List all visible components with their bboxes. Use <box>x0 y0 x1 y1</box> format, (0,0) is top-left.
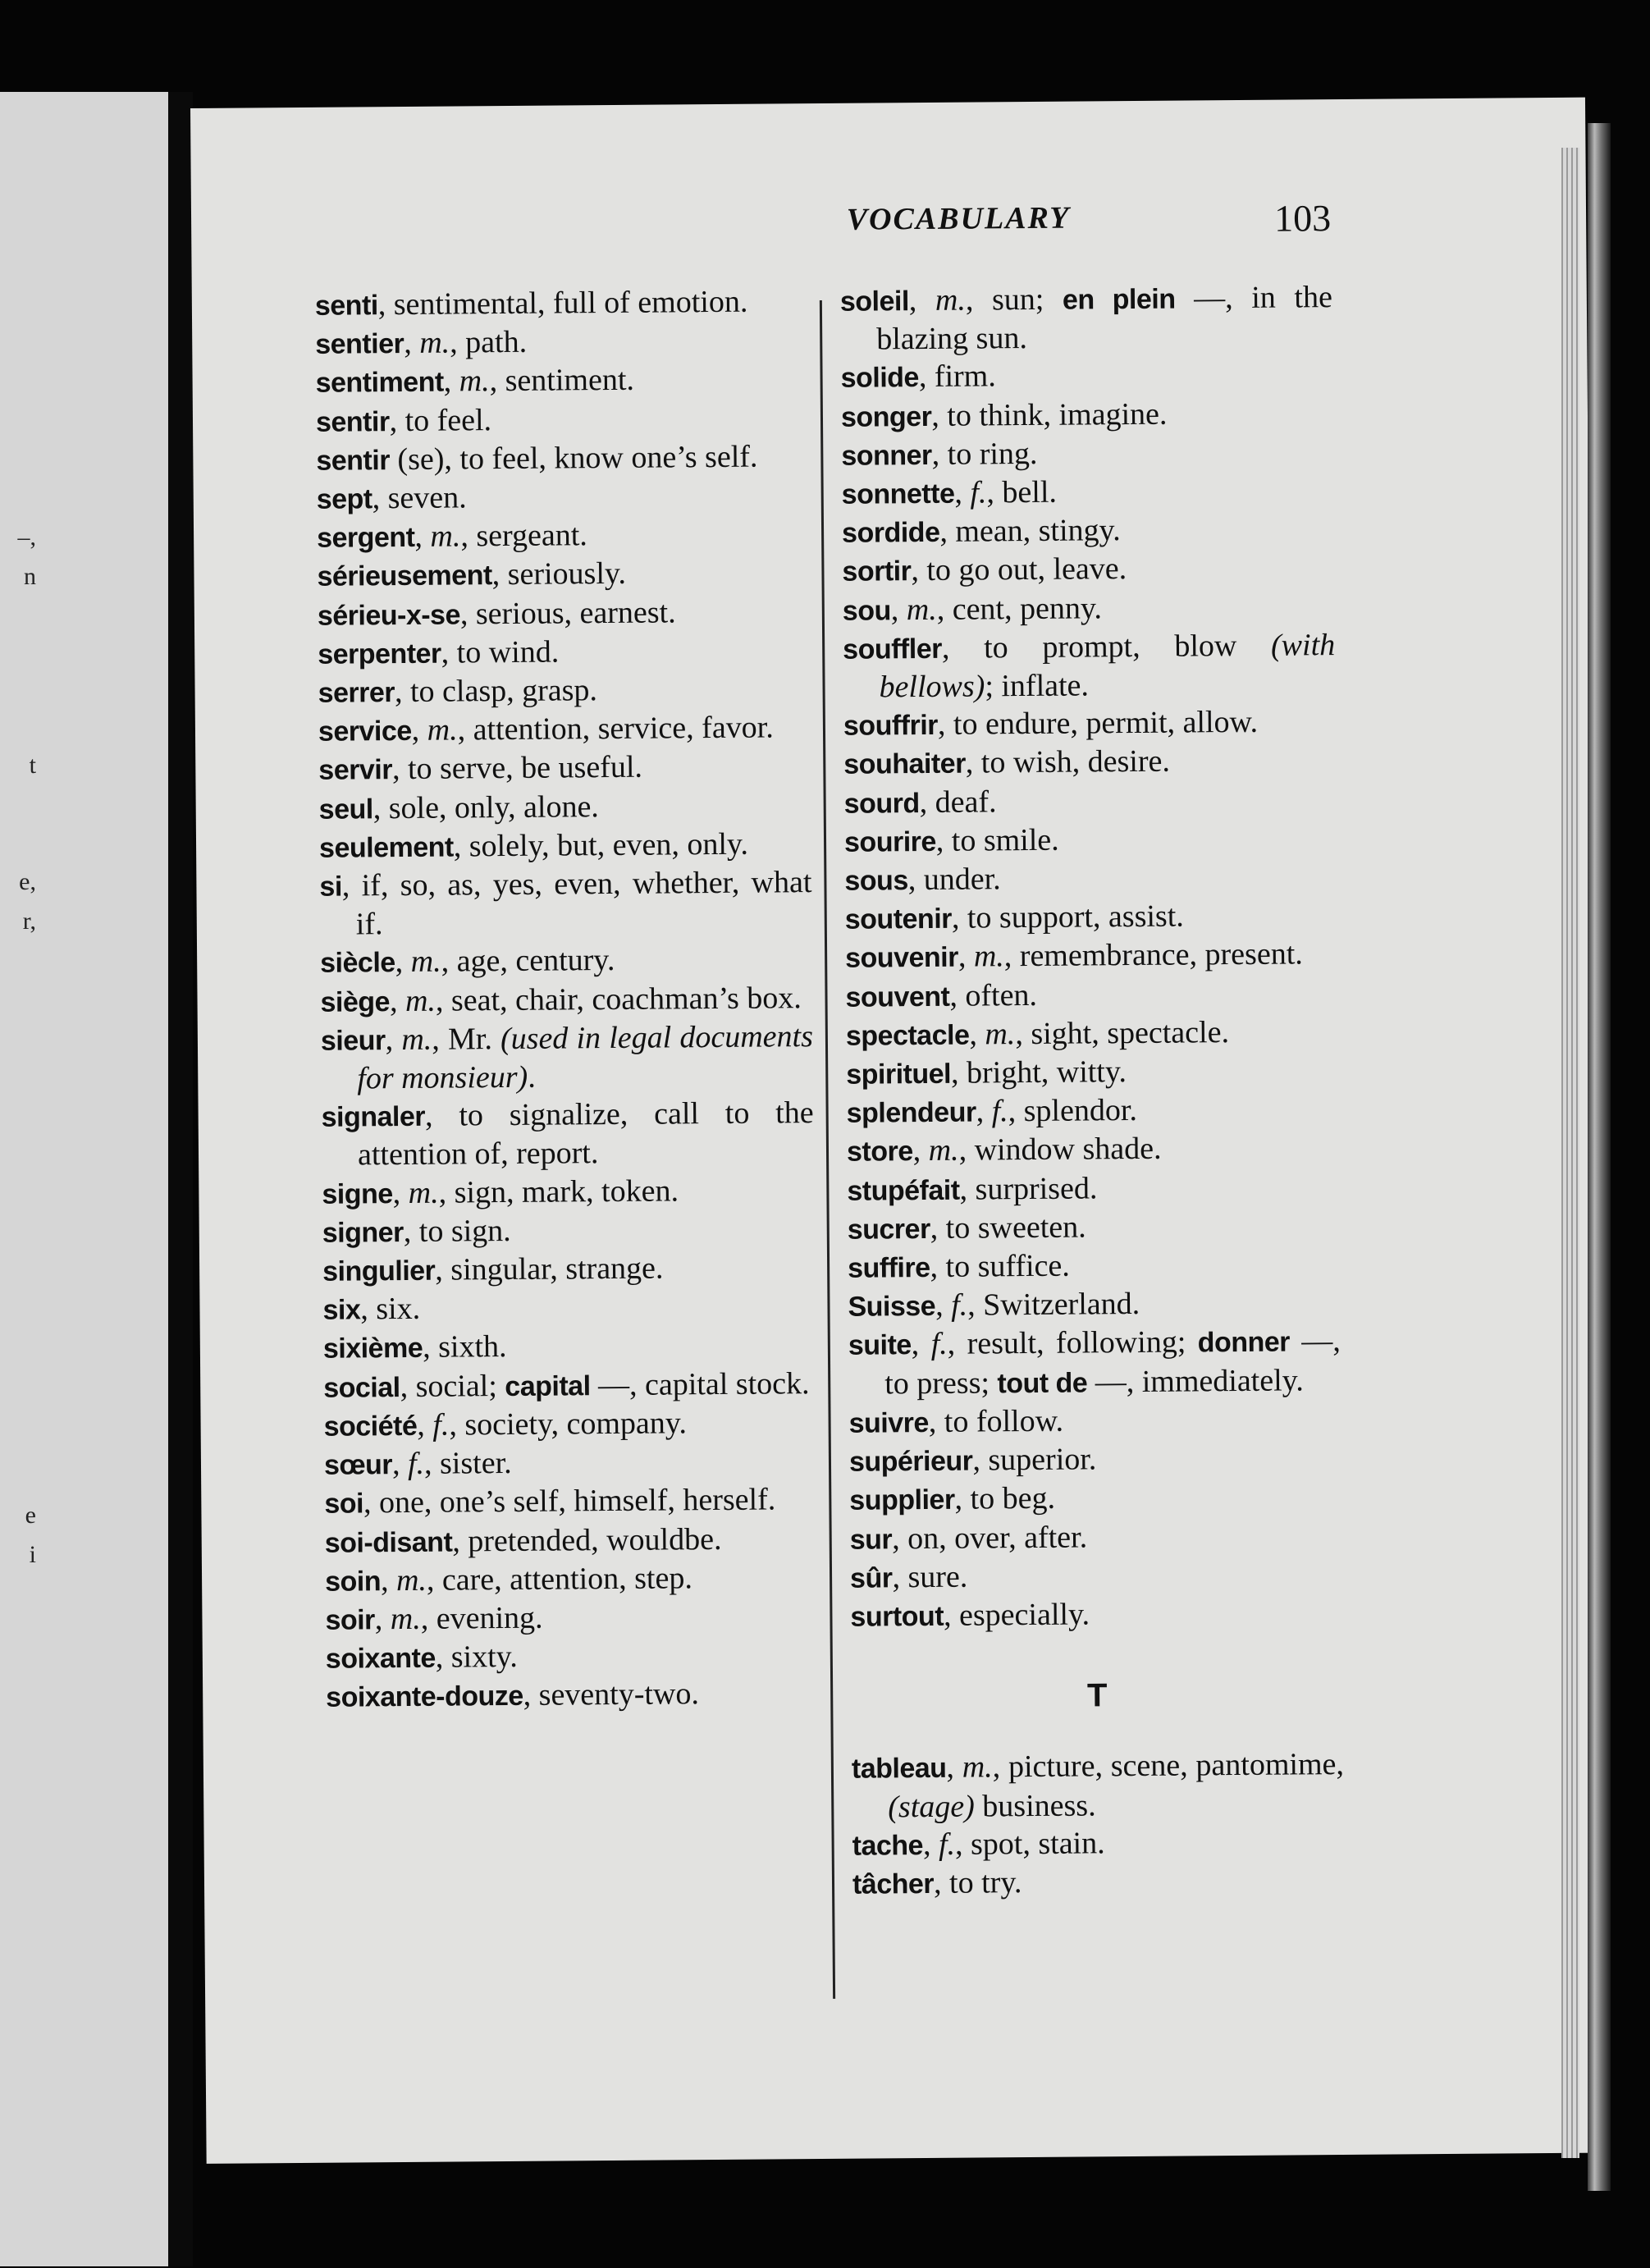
entry-definition: , splendor. <box>1008 1093 1138 1129</box>
gender-abbreviation: m. <box>427 712 458 748</box>
entry-headword: serpenter <box>318 638 441 670</box>
entry-definition: , sentiment. <box>489 363 635 399</box>
vocabulary-entry <box>315 282 807 325</box>
vocabulary-entry <box>318 631 810 674</box>
entry-definition: , seat, chair, coachman’s box. <box>435 980 802 1018</box>
gender-abbreviation: m. <box>401 1022 432 1057</box>
vocabulary-entry <box>845 974 1337 1017</box>
vocabulary-entry <box>319 786 811 829</box>
vocabulary-entry <box>843 626 1336 706</box>
vocabulary-entry <box>318 748 811 790</box>
entry-definition: ; inflate. <box>985 668 1090 704</box>
entry-definition: , on, over, after. <box>891 1519 1088 1556</box>
entry-headword: suivre <box>848 1406 929 1439</box>
vocabulary-entry <box>325 1520 817 1562</box>
entry-headword: société <box>323 1410 418 1443</box>
entry-definition: , to ring. <box>931 436 1038 472</box>
facing-page-fragment: r, <box>22 908 36 935</box>
vocabulary-entry <box>843 702 1336 745</box>
entry-headword: sous <box>844 865 908 897</box>
entry-definition: (se), to feel, know one’s self. <box>389 439 758 477</box>
book-fore-edge <box>1588 123 1611 2191</box>
vocabulary-entry: sou, m., cent, penny. <box>842 590 1103 627</box>
entry-headword: supérieur <box>848 1445 973 1478</box>
gender-abbreviation: f. <box>970 475 987 510</box>
entry-definition: , to wind. <box>441 634 560 670</box>
entry-headword: sourd <box>843 787 920 820</box>
entry-headword: surtout <box>850 1600 944 1633</box>
vocabulary-entry <box>322 1209 815 1252</box>
entry-definition: , result, following; <box>947 1324 1198 1362</box>
entry-headword: signaler <box>321 1101 426 1134</box>
entry-definition: , mean, stingy. <box>939 513 1121 550</box>
entry-phrase: donner <box>1197 1327 1291 1359</box>
gender-abbreviation: m. <box>405 983 436 1018</box>
entry-headword: soixante <box>325 1642 436 1675</box>
entry-headword: sourire <box>843 825 936 858</box>
vocabulary-entry <box>323 1326 816 1369</box>
entry-definition: , solely, but, even, only. <box>453 826 749 864</box>
entry-headword: Suisse <box>848 1291 936 1324</box>
vocabulary-entry <box>852 1861 1345 1904</box>
gender-abbreviation: m. <box>935 282 967 318</box>
vocabulary-entry: sentiment, m., sentiment. <box>315 363 635 400</box>
entry-headword: si <box>319 871 342 903</box>
vocabulary-entry <box>848 1206 1340 1249</box>
entry-definition: , six. <box>360 1292 421 1327</box>
vocabulary-entry <box>322 1287 815 1329</box>
facing-page-edge <box>0 92 168 2266</box>
vocabulary-entry <box>850 1555 1342 1598</box>
entry-definition: . <box>528 1059 536 1095</box>
entry-definition: , to support, assist. <box>951 899 1184 935</box>
entry-definition: , pretended, wouldbe. <box>452 1521 722 1559</box>
dictionary-page <box>190 98 1602 2164</box>
entry-definition: , Switzerland. <box>967 1287 1140 1323</box>
entry-definition: , bright, witty. <box>950 1054 1127 1091</box>
gender-abbreviation: m. <box>962 1749 993 1785</box>
vocabulary-entry: sentier, m., path. <box>315 324 528 361</box>
vocabulary-entry: Suisse, f., Switzerland. <box>848 1287 1140 1324</box>
entry-headword: soutenir <box>844 903 953 936</box>
entry-definition: , window shade. <box>958 1132 1162 1168</box>
entry-headword: senti <box>314 290 378 322</box>
vocabulary-entry <box>847 1168 1339 1210</box>
entry-headword: suite <box>848 1329 912 1362</box>
entry-headword: splendeur <box>846 1096 976 1130</box>
vocabulary-entry <box>321 1094 814 1174</box>
entry-headword: sentiment <box>315 366 444 400</box>
entry-headword: spectacle <box>845 1019 970 1052</box>
entry-definition: , sure. <box>892 1559 968 1595</box>
entry-definition: , to clasp, grasp. <box>394 673 598 710</box>
section-letter-heading: T <box>1086 1677 1108 1714</box>
vocabulary-entry: sonnette, f., bell. <box>841 474 1058 510</box>
gender-abbreviation: m. <box>410 944 441 980</box>
vocabulary-entry: signe, m., sign, mark, token. <box>322 1173 679 1210</box>
vocabulary-entry <box>850 1516 1342 1559</box>
gender-abbreviation: m. <box>395 1562 427 1598</box>
running-title: VOCABULARY <box>846 200 1071 237</box>
entry-definition: , to follow. <box>928 1403 1064 1439</box>
entry-headword: soi-disant <box>324 1526 453 1559</box>
vocabulary-entry <box>318 592 810 635</box>
entry-definition: , sign, mark, token. <box>438 1173 679 1210</box>
gender-abbreviation: f. <box>991 1094 1008 1129</box>
entry-definition: , surprised. <box>959 1171 1098 1207</box>
entry-definition: —, to press; <box>884 1324 1341 1401</box>
entry-definition: —, capital stock. <box>590 1365 810 1402</box>
entry-headword: sur <box>849 1523 893 1556</box>
entry-definition: , bell. <box>986 474 1058 510</box>
vocabulary-entry <box>840 354 1332 397</box>
entry-headword: seulement <box>318 831 454 864</box>
entry-definition: , sight, spectacle. <box>1015 1014 1230 1051</box>
entry-definition: —, immediately. <box>1087 1363 1304 1400</box>
entry-definition: , society, company. <box>449 1406 688 1443</box>
vocabulary-entry: soir, m., evening. <box>325 1600 543 1637</box>
vocabulary-entry <box>317 476 809 519</box>
entry-headword: sûr <box>849 1562 893 1594</box>
vocabulary-entry: sœur, f., sister. <box>323 1446 512 1482</box>
entry-definition: , to think, imagine. <box>931 396 1168 433</box>
entry-headword: sonner <box>841 439 932 472</box>
entry-phrase: capital <box>505 1369 591 1402</box>
vocabulary-entry <box>316 437 808 480</box>
entry-definition: , to serve, be useful. <box>391 750 643 787</box>
entry-headword: stupéfait <box>847 1174 960 1207</box>
entry-headword: sordide <box>841 517 940 549</box>
entry-headword: tache <box>852 1829 924 1862</box>
vocabulary-entry <box>324 1480 816 1523</box>
gender-abbreviation: m. <box>906 592 937 627</box>
entry-definition: , serious, earnest. <box>459 594 676 632</box>
vocabulary-entry: société, f., society, company. <box>323 1406 688 1443</box>
entry-headword: singulier <box>322 1255 436 1287</box>
entry-headword: soixante-douze <box>326 1680 523 1714</box>
vocabulary-entry <box>843 780 1336 823</box>
vocabulary-entry <box>316 399 808 441</box>
entry-definition: , sentimental, full of emotion. <box>377 284 748 322</box>
vocabulary-entry: soin, m., care, attention, step. <box>324 1560 693 1598</box>
entry-headword: signe <box>322 1177 393 1210</box>
entry-headword: serrer <box>318 677 395 709</box>
entry-headword: soin <box>324 1565 382 1598</box>
entry-definition: business. <box>974 1787 1096 1824</box>
entry-usage-note: (with bellows) <box>879 627 1336 705</box>
vocabulary-entry: service, m., attention, service, favor. <box>318 710 774 748</box>
entry-definition: , sergeant. <box>460 518 587 554</box>
entry-definition: —, in the blazing sun. <box>876 280 1333 357</box>
vocabulary-entry <box>845 896 1337 939</box>
entry-headword: siècle <box>320 947 395 980</box>
entry-headword: social <box>323 1371 400 1404</box>
vocabulary-entry <box>323 1365 816 1407</box>
entry-definition: , firm. <box>918 359 996 395</box>
entry-phrase: en plein <box>1062 283 1176 316</box>
vocabulary-entry <box>843 741 1336 784</box>
facing-page-fragment: e, <box>19 868 36 895</box>
gender-abbreviation: m. <box>973 939 1004 974</box>
gender-abbreviation: m. <box>390 1601 421 1637</box>
entry-definition: , to endure, permit, allow. <box>937 705 1259 743</box>
vocabulary-entry: suite, f., result, following; donner —, to press; tout de —, immediately. <box>848 1324 1341 1401</box>
left-column <box>315 282 819 1717</box>
entry-definition: , if, so, as, yes, even, whether, what if. <box>341 865 812 942</box>
vocabulary-entry: soleil, m., sun; en plein —, in the blazing sun. <box>839 280 1333 357</box>
entry-headword: sonnette <box>841 478 955 510</box>
vocabulary-entry <box>848 1245 1340 1287</box>
entry-definition: , cent, penny. <box>936 590 1103 627</box>
entry-headword: soleil <box>839 286 909 318</box>
entry-headword: sérieu-x-se <box>317 599 461 632</box>
vocabulary-entry <box>326 1635 818 1678</box>
right-column <box>840 278 1346 1904</box>
entry-usage-note: (used in legal documents for monsieur) <box>357 1018 814 1096</box>
vocabulary-entry <box>326 1674 818 1717</box>
entry-definition: , deaf. <box>919 784 997 820</box>
entry-definition: , spot, stain. <box>954 1826 1105 1862</box>
entry-definition: , path. <box>450 324 528 360</box>
entry-definition: , to feel. <box>389 402 492 438</box>
gender-abbreviation: f. <box>950 1287 968 1324</box>
entry-headword: soi <box>324 1488 364 1520</box>
entry-definition: , social; <box>400 1368 505 1404</box>
entry-definition: , to go out, leave. <box>911 551 1127 588</box>
vocabulary-entry: splendeur, f., splendor. <box>846 1093 1138 1130</box>
entry-definition: , seriously. <box>491 556 627 592</box>
s-entries <box>840 278 1343 1636</box>
vocabulary-entry <box>846 1051 1338 1094</box>
entry-headword: sentir <box>316 444 391 477</box>
entry-headword: store <box>846 1136 913 1168</box>
facing-page-fragment: –, <box>17 524 36 551</box>
entry-definition: , Mr. <box>432 1021 501 1057</box>
entry-definition: , to suffice. <box>930 1248 1070 1285</box>
entry-headword: sept <box>316 483 373 515</box>
gender-abbreviation: f. <box>407 1446 425 1482</box>
entry-headword: service <box>318 716 412 748</box>
vocabulary-entry <box>318 670 810 712</box>
entry-definition: , often. <box>949 977 1038 1013</box>
vocabulary-entry: tableau, m., picture, scene, pantomime, (stage) business. <box>851 1747 1345 1824</box>
entry-usage-note: (stage) <box>888 1789 975 1824</box>
book-gutter <box>168 92 193 2266</box>
entry-definition: , age, century. <box>441 943 615 980</box>
entry-definition: , remembrance, present. <box>1003 936 1303 974</box>
vocabulary-entry <box>850 1594 1342 1636</box>
entry-phrase: tout de <box>997 1367 1088 1400</box>
gender-abbreviation: m. <box>419 325 450 361</box>
facing-page-fragment: t <box>29 752 36 779</box>
entry-definition: , to signalize, call to the attention of, report. <box>357 1095 814 1173</box>
entry-definition: , to wish, desire. <box>965 744 1171 781</box>
entry-headword: seul <box>318 793 373 825</box>
entry-definition: , to sign. <box>403 1213 511 1249</box>
entry-headword: souffrir <box>843 710 939 743</box>
entry-headword: songer <box>840 400 932 433</box>
entry-definition: , to prompt, blow <box>941 628 1272 665</box>
entry-definition: , sixty. <box>435 1639 518 1675</box>
vocabulary-entry <box>322 1248 815 1291</box>
entry-definition: , to beg. <box>954 1481 1056 1517</box>
vocabulary-entry <box>844 819 1337 862</box>
entry-headword: tableau <box>851 1753 947 1786</box>
entry-headword: tâcher <box>852 1868 935 1900</box>
page-number: 103 <box>1273 197 1332 240</box>
entry-headword: souvent <box>845 981 950 1013</box>
facing-page-fragment: n <box>24 563 36 590</box>
entry-definition: , one, one’s self, himself, herself. <box>363 1482 776 1520</box>
entry-definition: , singular, strange. <box>435 1251 664 1287</box>
entry-headword: sergent <box>316 522 415 555</box>
vocabulary-entry <box>317 554 809 597</box>
entry-definition: , attention, service, favor. <box>457 710 774 748</box>
entry-definition: , superior. <box>972 1442 1097 1478</box>
entry-headword: souvenir <box>845 942 959 975</box>
entry-definition: , to sweeten. <box>930 1209 1086 1246</box>
entry-headword: sœur <box>323 1449 393 1481</box>
vocabulary-entry <box>319 825 811 867</box>
gender-abbreviation: m. <box>459 364 490 399</box>
page-edge-stack <box>1561 148 1579 2158</box>
entry-definition: , care, attention, step. <box>426 1560 693 1598</box>
entry-definition: , to try. <box>933 1865 1022 1900</box>
gender-abbreviation: f. <box>938 1827 956 1862</box>
entry-headword: sentier <box>315 328 405 361</box>
vocabulary-entry <box>842 548 1334 591</box>
entry-headword: soir <box>325 1604 375 1636</box>
entry-definition: , sun; <box>965 281 1063 318</box>
entry-headword: souffler <box>843 633 943 665</box>
vocabulary-entry: souvenir, m., remembrance, present. <box>845 936 1303 975</box>
vocabulary-entry <box>841 394 1333 437</box>
gender-abbreviation: f. <box>432 1407 450 1443</box>
entry-headword: six <box>322 1294 361 1327</box>
vocabulary-entry: siège, m., seat, chair, coachman’s box. <box>320 980 802 1018</box>
vocabulary-entry: tache, f., spot, stain. <box>852 1826 1105 1862</box>
vocabulary-entry <box>319 863 812 944</box>
entry-headword: supplier <box>849 1484 955 1517</box>
entry-headword: servir <box>318 754 393 787</box>
entry-headword: sieur <box>320 1025 386 1057</box>
gender-abbreviation: m. <box>408 1175 439 1210</box>
entry-headword: sou <box>842 594 891 627</box>
vocabulary-entry <box>844 857 1337 900</box>
column-rule <box>820 300 835 1999</box>
entry-definition: , under. <box>907 862 1001 898</box>
vocabulary-entry: siècle, m., age, century. <box>320 943 615 980</box>
vocabulary-entry: sergent, m., sergeant. <box>316 518 587 555</box>
gender-abbreviation: m. <box>928 1133 959 1168</box>
vocabulary-entry <box>842 510 1334 552</box>
entry-definition: , sixth. <box>422 1329 507 1365</box>
gender-abbreviation: f. <box>930 1327 948 1362</box>
vocabulary-entry <box>841 432 1333 475</box>
entry-definition: , seven. <box>372 480 467 516</box>
vocabulary-entry <box>848 1400 1341 1443</box>
vocabulary-entry: spectacle, m., sight, spectacle. <box>845 1014 1230 1052</box>
entry-headword: sortir <box>842 556 912 588</box>
entry-definition: , sole, only, alone. <box>373 789 600 825</box>
gender-abbreviation: m. <box>985 1016 1016 1052</box>
entry-headword: sucrer <box>847 1213 930 1246</box>
t-entries <box>852 1745 1345 1904</box>
entry-definition: , evening. <box>420 1600 543 1636</box>
entry-definition: , to smile. <box>935 822 1059 858</box>
entry-headword: souhaiter <box>843 748 967 781</box>
entry-headword: sérieusement <box>317 560 492 593</box>
entry-headword: solide <box>840 362 920 395</box>
gender-abbreviation: m. <box>430 519 461 554</box>
facing-page-fragment: i <box>29 1541 36 1568</box>
entry-headword: spirituel <box>846 1058 952 1091</box>
entry-headword: signer <box>322 1216 404 1249</box>
facing-page-fragment: e <box>25 1502 36 1529</box>
vocabulary-entry <box>849 1477 1341 1520</box>
entry-definition: , seventy-two. <box>523 1676 700 1713</box>
entry-definition: , picture, scene, pantomime, <box>992 1747 1345 1785</box>
entry-headword: siège <box>320 985 391 1018</box>
vocabulary-entry: store, m., window shade. <box>846 1132 1162 1168</box>
entry-definition: , especially. <box>943 1597 1090 1633</box>
entry-headword: suffire <box>847 1252 930 1284</box>
vocabulary-entry: sieur, m., Mr. (used in legal documents for monsieur). <box>320 1018 814 1096</box>
entry-headword: sixième <box>322 1333 423 1365</box>
entry-definition: , sister. <box>423 1446 512 1481</box>
entry-headword: sentir <box>315 405 390 438</box>
vocabulary-entry <box>849 1438 1341 1481</box>
